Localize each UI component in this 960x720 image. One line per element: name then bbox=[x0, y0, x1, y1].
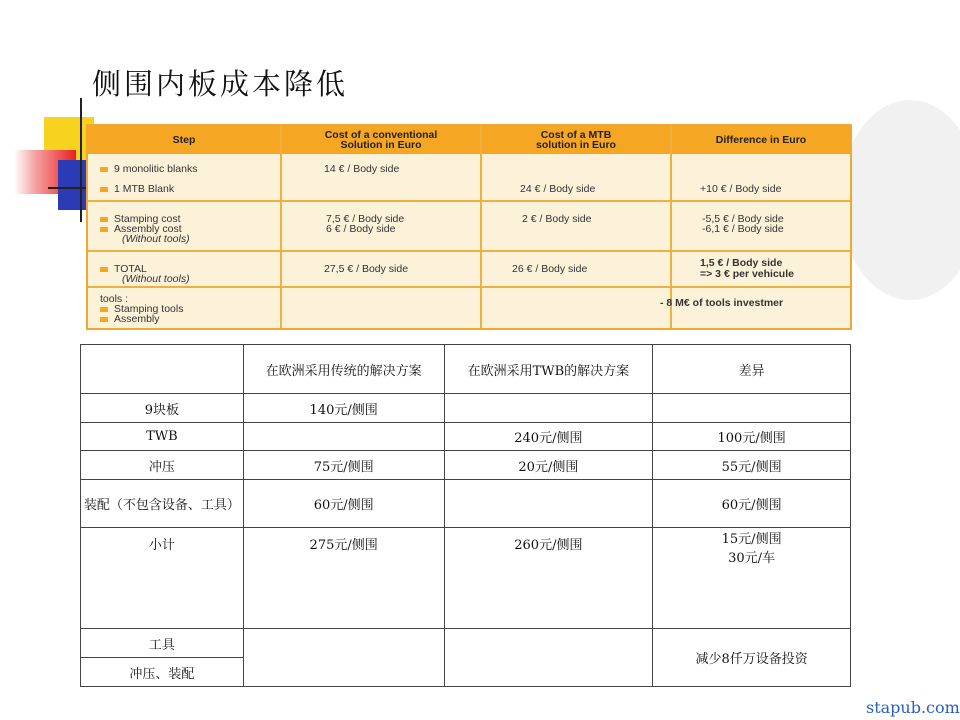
cn-row-label: 工具 bbox=[81, 629, 244, 658]
en-r3-conventional: 27,5 € / Body side bbox=[324, 263, 409, 275]
decor-vertical-line bbox=[80, 98, 82, 222]
en-header-difference: Difference in Euro bbox=[672, 126, 850, 154]
en-row-divider bbox=[88, 250, 850, 252]
cn-cell: 240元/侧围 bbox=[444, 423, 653, 451]
cn-cell: 20元/侧围 bbox=[444, 451, 653, 480]
en-header-mtb bbox=[482, 126, 670, 154]
cn-header-row bbox=[81, 345, 851, 394]
cn-row-label: 小计 bbox=[81, 528, 244, 629]
en-r3-mtb: 26 € / Body side bbox=[512, 263, 588, 275]
decor-swoosh bbox=[840, 100, 960, 300]
en-r1-conventional: 14 € / Body side bbox=[324, 163, 400, 175]
en-r4-step-1: tools : bbox=[100, 293, 129, 305]
en-header-mtb-line1: Cost of a MTB bbox=[540, 129, 612, 141]
table-row bbox=[81, 394, 851, 423]
cn-cell bbox=[444, 480, 653, 528]
en-col-divider bbox=[480, 126, 482, 328]
table-row bbox=[81, 423, 851, 451]
en-r2-difference-2: -6,1 € / Body side bbox=[702, 223, 784, 235]
table-row bbox=[81, 451, 851, 480]
en-r3-step-1: TOTAL bbox=[100, 264, 147, 274]
cn-cell bbox=[444, 629, 653, 687]
cn-cell: 60元/侧围 bbox=[243, 480, 444, 528]
en-r4-difference: - 8 M€ of tools investmer bbox=[660, 297, 784, 309]
en-col-divider bbox=[280, 126, 282, 328]
cn-header-conventional: 在欧洲采用传统的解决方案 bbox=[243, 345, 444, 394]
cn-row-label: 装配（不包含设备、工具） bbox=[81, 480, 244, 528]
cn-cell: 55元/侧围 bbox=[653, 451, 851, 480]
cn-cell: 60元/侧围 bbox=[653, 480, 851, 528]
cn-cell: 75元/侧围 bbox=[243, 451, 444, 480]
watermark: stapub.com bbox=[866, 698, 960, 717]
cn-subtotal-difference bbox=[653, 528, 851, 629]
slide-title: 侧围内板成本降低 bbox=[92, 67, 349, 101]
en-r2-conventional-1: 7,5 € / Body side bbox=[326, 213, 405, 225]
en-header-conventional bbox=[282, 126, 480, 154]
table-row bbox=[81, 528, 851, 629]
cn-header-twb: 在欧洲采用TWB的解决方案 bbox=[444, 345, 653, 394]
en-header-conventional-line1: Cost of a conventional bbox=[324, 129, 438, 141]
en-row-divider bbox=[88, 200, 850, 202]
cn-tools-difference: 减少8仟万设备投资 bbox=[653, 629, 851, 687]
en-r2-step-2: Assembly cost bbox=[100, 224, 182, 234]
en-r2-conventional-2: 6 € / Body side bbox=[326, 223, 396, 235]
cn-cell bbox=[243, 629, 444, 687]
chinese-cost-table bbox=[80, 344, 851, 687]
en-r1-step-1: 9 monolitic blanks bbox=[100, 164, 197, 174]
cn-cell: 260元/侧围 bbox=[444, 528, 653, 629]
en-r1-step-2: 1 MTB Blank bbox=[100, 184, 174, 194]
en-r2-step-3: (Without tools) bbox=[122, 233, 190, 245]
en-r4-step-2: Stamping tools bbox=[100, 304, 183, 314]
cn-header-difference: 差异 bbox=[653, 345, 851, 394]
en-header-mtb-line2: solution in Euro bbox=[536, 139, 616, 151]
cn-header-empty bbox=[81, 345, 244, 394]
en-r4-step-3: Assembly bbox=[100, 314, 160, 324]
en-r1-difference: +10 € / Body side bbox=[700, 183, 782, 195]
en-r3-difference-2: => 3 € per vehicule bbox=[700, 268, 794, 280]
en-r2-difference-1: -5,5 € / Body side bbox=[702, 213, 784, 225]
cn-cell: 140元/侧围 bbox=[243, 394, 444, 423]
table-row bbox=[81, 480, 851, 528]
cn-subtotal-diff-line2: 30元/车 bbox=[728, 551, 776, 566]
cn-cell: 275元/侧围 bbox=[243, 528, 444, 629]
cn-row-label: 9块板 bbox=[81, 394, 244, 423]
table-row bbox=[81, 629, 851, 658]
cn-row-label: 冲压、装配 bbox=[81, 658, 244, 687]
en-r1-mtb: 24 € / Body side bbox=[520, 183, 596, 195]
en-header-conventional-line2: Solution in Euro bbox=[340, 139, 422, 151]
english-cost-table bbox=[86, 124, 852, 330]
cn-cell bbox=[653, 394, 851, 423]
en-r3-difference-1: 1,5 € / Body side bbox=[700, 257, 783, 269]
en-r2-mtb: 2 € / Body side bbox=[522, 213, 592, 225]
en-row-divider bbox=[88, 286, 850, 288]
en-r3-step-2: (Without tools) bbox=[122, 273, 190, 285]
cn-cell bbox=[243, 423, 444, 451]
cn-row-label: TWB bbox=[81, 423, 244, 451]
cn-cell: 100元/侧围 bbox=[653, 423, 851, 451]
cn-row-label: 冲压 bbox=[81, 451, 244, 480]
en-r2-step-1: Stamping cost bbox=[100, 214, 181, 224]
cn-subtotal-diff-line1: 15元/侧围 bbox=[721, 532, 782, 547]
en-header-step: Step bbox=[88, 126, 280, 154]
cn-cell bbox=[444, 394, 653, 423]
